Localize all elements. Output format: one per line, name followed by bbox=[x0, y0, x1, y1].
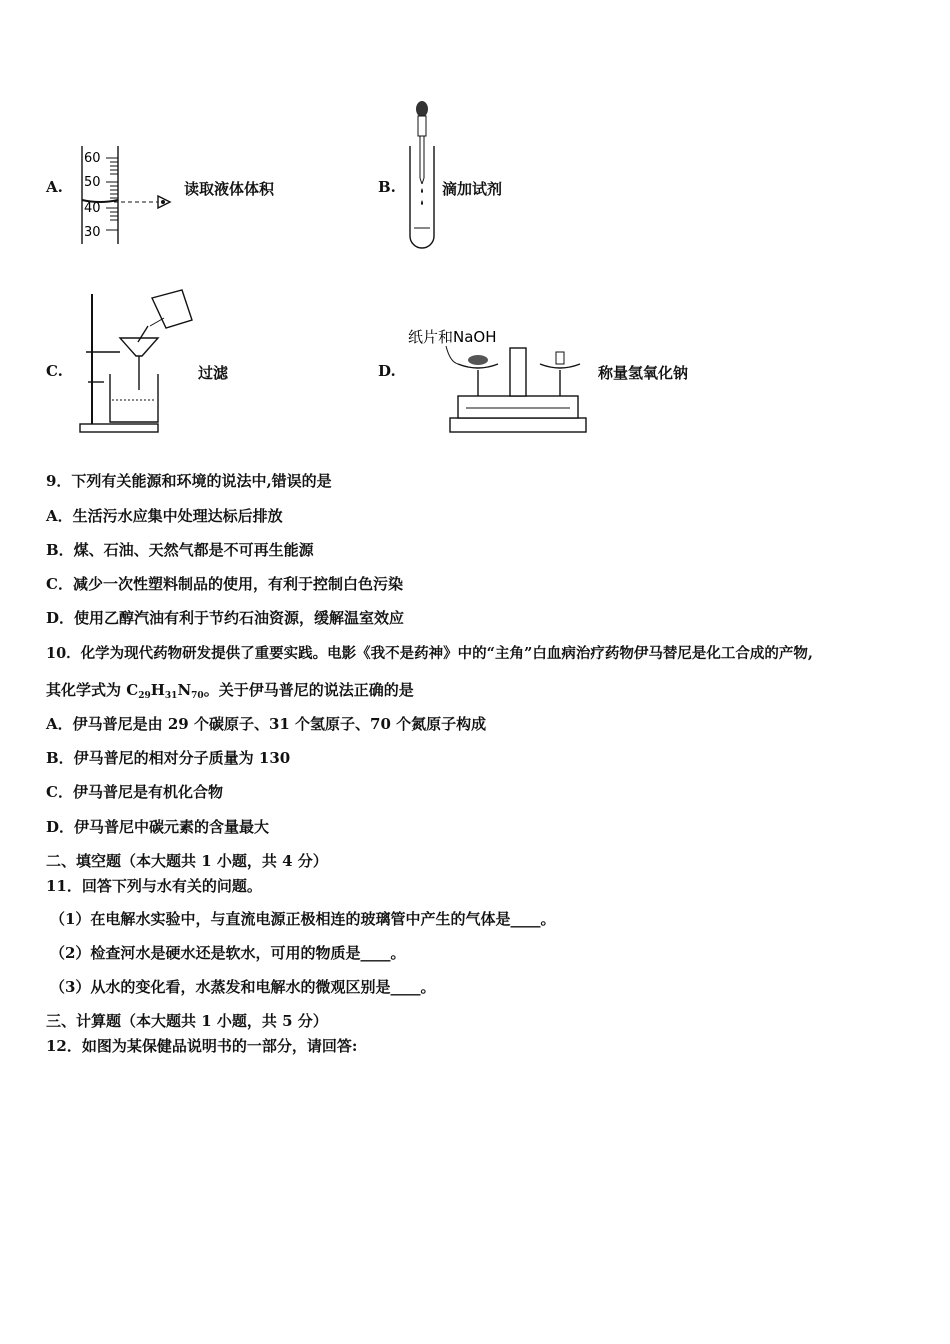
q11-item-2: （2）检查河水是硬水还是软水，可用的物质是____。 bbox=[50, 944, 406, 962]
q9-option-a: A．生活污水应集中处理达标后排放 bbox=[46, 507, 283, 525]
q9-option-b: B．煤、石油、天然气都是不可再生能源 bbox=[46, 541, 314, 559]
q10-option-c: C．伊马普尼是有机化合物 bbox=[46, 783, 223, 801]
option-d-caption: 称量氢氧化钠 bbox=[598, 364, 689, 382]
q10-option-b: B．伊马普尼的相对分子质量为 130 bbox=[46, 749, 291, 767]
section-3-heading: 三、计算题（本大题共 1 小题，共 5 分） bbox=[46, 1012, 328, 1030]
option-d-letter: D. bbox=[378, 362, 396, 380]
q11-item-1: （1）在电解水实验中，与直流电源正极相连的玻璃管中产生的气体是____。 bbox=[50, 910, 556, 928]
q10-formula-suffix: 。关于伊马普尼的说法正确的是 bbox=[203, 681, 414, 699]
scale-30: 30 bbox=[84, 225, 101, 240]
scale-60: 60 bbox=[84, 151, 101, 166]
section-2-heading: 二、填空题（本大题共 1 小题，共 4 分） bbox=[46, 852, 328, 870]
q11-item-3: （3）从水的变化看，水蒸发和电解水的微观区别是____。 bbox=[50, 978, 436, 996]
option-a-caption: 读取液体体积 bbox=[184, 180, 275, 198]
q9-option-c: C．减少一次性塑料制品的使用，有利于控制白色污染 bbox=[46, 575, 403, 593]
scale-50: 50 bbox=[84, 175, 101, 190]
option-b-caption: 滴加试剂 bbox=[442, 180, 503, 198]
balance-weighing-figure bbox=[406, 322, 596, 436]
q11-stem: 11．回答下列与水有关的问题。 bbox=[46, 877, 262, 895]
q10-formula-prefix: 其化学式为 bbox=[46, 681, 127, 699]
dropper-test-tube-figure bbox=[402, 100, 442, 250]
q10-stem-line2 bbox=[46, 679, 414, 701]
graduated-cylinder-reading-figure bbox=[74, 142, 184, 248]
scale-40: 40 bbox=[84, 201, 101, 216]
filtration-figure bbox=[76, 286, 200, 436]
formula: $C_{29}H_{31}N_{70}$ bbox=[126, 681, 204, 701]
option-a-letter: A. bbox=[46, 178, 63, 196]
paper-and-naoh-label: 纸片和NaOH bbox=[408, 328, 497, 346]
q9-stem: 9．下列有关能源和环境的说法中,错误的是 bbox=[46, 472, 332, 490]
option-b-letter: B. bbox=[378, 178, 396, 196]
q10-stem-line1: 10．化学为现代药物研发提供了重要实践。电影《我不是药神》中的“主角”白血病治疗药物伊马替尼是化工合成的产物, bbox=[46, 645, 813, 662]
q10-option-d: D．伊马普尼中碳元素的含量最大 bbox=[46, 818, 270, 836]
q9-option-d: D．使用乙醇汽油有利于节约石油资源，缓解温室效应 bbox=[46, 609, 405, 627]
option-c-caption: 过滤 bbox=[198, 364, 229, 382]
option-c-letter: C. bbox=[46, 362, 63, 380]
q12-stem: 12．如图为某保健品说明书的一部分，请回答: bbox=[46, 1037, 358, 1055]
q10-option-a: A．伊马普尼是由 29 个碳原子、31 个氢原子、70 个氮原子构成 bbox=[46, 715, 487, 733]
